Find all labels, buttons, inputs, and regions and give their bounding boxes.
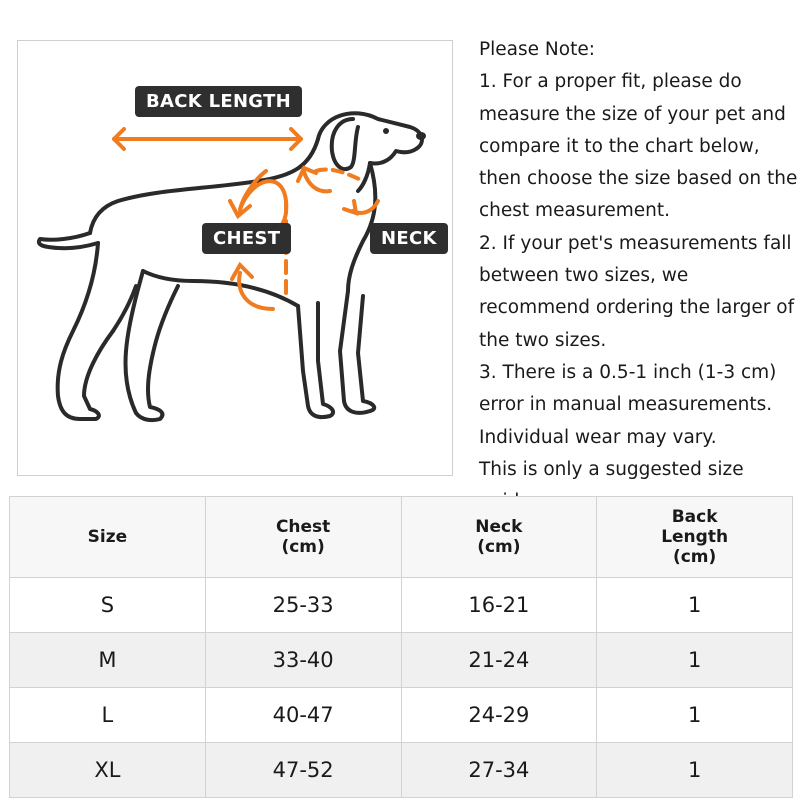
notes-heading: Please Note: xyxy=(479,39,595,60)
cell-neck: 27-34 xyxy=(401,743,597,798)
back-length-label: BACK LENGTH xyxy=(135,86,302,117)
cell-neck: 21-24 xyxy=(401,633,597,688)
note-3: 3. There is a 0.5-1 inch (1-3 cm) error in manual measurements. Individual wear may vary. xyxy=(479,361,777,448)
table-row xyxy=(10,743,793,798)
fit-notes xyxy=(479,34,799,518)
cell-back: 1 xyxy=(597,633,793,688)
cell-size: S xyxy=(10,578,206,633)
back-length-arrow xyxy=(114,129,301,149)
cell-back: 1 xyxy=(597,688,793,743)
cell-size: L xyxy=(10,688,206,743)
table-row xyxy=(10,578,793,633)
note-1: 1. For a proper fit, please do measure the size of your pet and compare it to the chart below, then choose the size based on the chest measurement. xyxy=(479,71,798,222)
table-row xyxy=(10,633,793,688)
cell-chest: 33-40 xyxy=(205,633,401,688)
cell-size: M xyxy=(10,633,206,688)
cell-back: 1 xyxy=(597,743,793,798)
note-4: This is only a suggested size xyxy=(479,458,744,480)
header-back-length: Back Length (cm) xyxy=(597,497,793,578)
cell-chest: 25-33 xyxy=(205,578,401,633)
cell-chest: 47-52 xyxy=(205,743,401,798)
header-chest: Chest (cm) xyxy=(205,497,401,578)
neck-label: NECK xyxy=(370,223,448,254)
cell-back: 1 xyxy=(597,578,793,633)
note-2: 2. If your pet's measurements fall between two sizes, we recommend ordering the larger of the two sizes. xyxy=(479,232,795,351)
header-size: Size xyxy=(10,497,206,578)
cell-neck: 24-29 xyxy=(401,688,597,743)
size-chart-table xyxy=(9,496,793,798)
header-neck: Neck (cm) xyxy=(401,497,597,578)
dog-outline xyxy=(39,113,422,420)
cell-neck: 16-21 xyxy=(401,578,597,633)
cell-size: XL xyxy=(10,743,206,798)
cell-chest: 40-47 xyxy=(205,688,401,743)
dog-measurement-diagram xyxy=(17,40,453,476)
dog-nose xyxy=(416,132,426,140)
chest-label: CHEST xyxy=(202,223,291,254)
dog-eye xyxy=(383,128,389,134)
table-header-row xyxy=(10,497,793,578)
table-row xyxy=(10,688,793,743)
